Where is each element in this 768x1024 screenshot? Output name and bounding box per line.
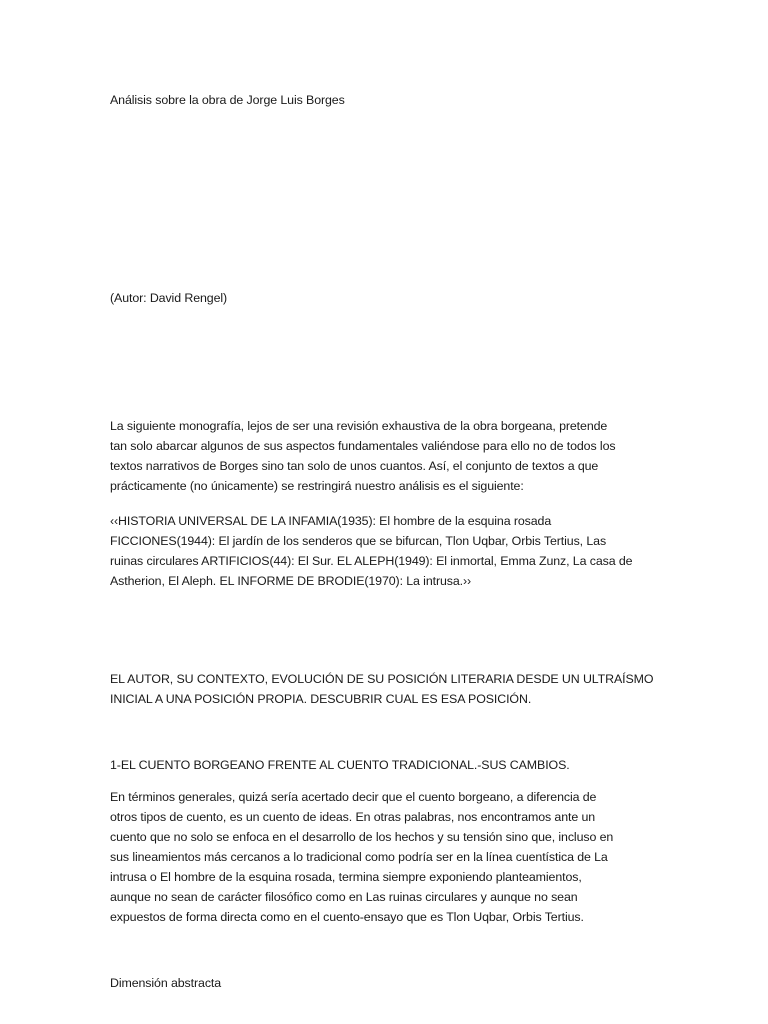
- paragraph-line: Astherion, El Aleph. EL INFORME DE BRODIE(1970): La intrusa.››: [110, 574, 472, 588]
- paragraph-line: aunque no sean de carácter filosófico como en Las ruinas circulares y aunque no sean: [110, 890, 578, 904]
- heading-line: EL AUTOR, SU CONTEXTO, EVOLUCIÓN DE SU POSICIÓN LITERARIA DESDE UN ULTRAÍSMO: [110, 672, 654, 686]
- paragraph-line: ‹‹HISTORIA UNIVERSAL DE LA INFAMIA(1935): El hombre de la esquina rosada: [110, 514, 552, 528]
- document-title: Análisis sobre la obra de Jorge Luis Borges: [110, 93, 345, 107]
- paragraph-line: tan solo abarcar algunos de sus aspectos fundamentales valiéndose para ello no de todos los: [110, 439, 616, 453]
- paragraph-line: En términos generales, quizá sería acertado decir que el cuento borgeano, a diferencia de: [110, 790, 597, 804]
- intro-paragraph: [110, 416, 650, 496]
- paragraph-line: cuento que no solo se enfoca en el desarrollo de los hechos y su tensión sino que, incluso en: [110, 830, 614, 844]
- section-1-title: 1-EL CUENTO BORGEANO FRENTE AL CUENTO TRADICIONAL.-SUS CAMBIOS.: [110, 758, 570, 772]
- section-heading: [110, 669, 654, 709]
- paragraph-line: FICCIONES(1944): El jardín de los senderos que se bifurcan, Tlon Uqbar, Orbis Tertius, Las: [110, 534, 607, 548]
- section-1-paragraph: [110, 787, 650, 927]
- paragraph-line: La siguiente monografía, lejos de ser una revisión exhaustiva de la obra borgeana, pretende: [110, 419, 608, 433]
- works-list-paragraph: [110, 511, 650, 591]
- paragraph-line: ruinas circulares ARTIFICIOS(44): El Sur. EL ALEPH(1949): El inmortal, Emma Zunz, La casa de: [110, 554, 633, 568]
- paragraph-line: expuestos de forma directa como en el cuento-ensayo que es Tlon Uqbar, Orbis Tertius.: [110, 910, 584, 924]
- author-credit: (Autor: David Rengel): [110, 291, 228, 305]
- paragraph-line: intrusa o El hombre de la esquina rosada, termina siempre exponiendo planteamientos,: [110, 870, 582, 884]
- heading-line: INICIAL A UNA POSICIÓN PROPIA. DESCUBRIR CUAL ES ESA POSICIÓN.: [110, 692, 532, 706]
- paragraph-line: sus lineamientos más cercanos a lo tradicional como podría ser en la línea cuentística de La: [110, 850, 608, 864]
- subheading-dimension-abstracta: Dimensión abstracta: [110, 976, 222, 990]
- paragraph-line: textos narrativos de Borges sino tan solo de unos cuantos. Así, el conjunto de textos a que: [110, 459, 599, 473]
- paragraph-line: prácticamente (no únicamente) se restringirá nuestro análisis es el siguiente:: [110, 479, 524, 493]
- paragraph-line: otros tipos de cuento, es un cuento de ideas. En otras palabras, nos encontramos ante un: [110, 810, 596, 824]
